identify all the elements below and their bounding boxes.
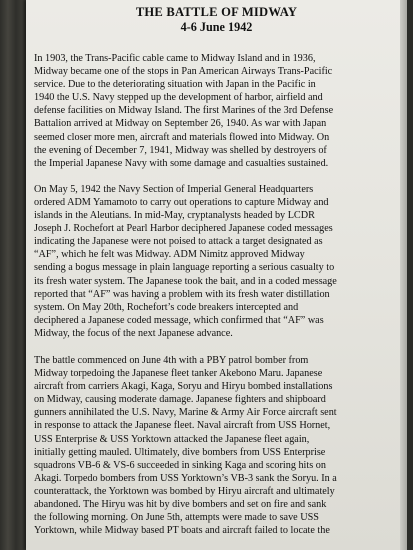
text-line: seemed closer more men, aircraft and materials flowed into Midway. On bbox=[34, 131, 330, 143]
text-line: abandoned. The Hiryu was hit by dive bombers and set on fire and sank bbox=[34, 499, 327, 510]
text-line: Midway, the focus of the next Japanese advance. bbox=[34, 327, 233, 339]
text-line: initially getting mauled. Ultimately, dive bombers from USS Enterprise bbox=[34, 446, 326, 458]
text-line: Midway torpedoing the Japanese fleet tanker Akebono Maru. Japanese bbox=[34, 368, 323, 380]
text-line: system. On May 20th, Rochefort’s code breakers intercepted and bbox=[34, 301, 299, 313]
text-line: Yorktown, while Midway based PT boats and aircraft failed to locate the bbox=[34, 525, 330, 537]
paragraph-history bbox=[34, 52, 397, 170]
paragraph-codebreaking bbox=[34, 183, 397, 340]
document-date: 4-6 June 1942 bbox=[180, 20, 253, 34]
text-line: aircraft from carriers Akagi, Kaga, Soryu and Hiryu bombed installations bbox=[34, 381, 333, 393]
text-line: the following morning. On June 5th, attempts were made to save USS bbox=[34, 512, 319, 524]
text-line: the evening of December 7, 1941, Midway was shelled by destroyers of bbox=[34, 144, 327, 156]
document-page bbox=[26, 0, 407, 550]
text-line: gunners annihilated the U.S. Navy, Marine & Army Air Force aircraft sent bbox=[34, 407, 337, 419]
text-line: its fresh water system. The Japanese took the bait, and in a coded message bbox=[34, 275, 337, 287]
text-line: USS Enterprise & USS Yorktown attacked the Japanese fleet again, bbox=[34, 433, 310, 445]
text-line: indicating the Japanese were not poised to attack a target designated as bbox=[34, 236, 323, 248]
text-line: counterattack, the Yorktown was bombed by Hiryu aircraft and ultimately bbox=[34, 485, 335, 497]
text-line: service. Due to the deteriorating situation with Japan in the Pacific in bbox=[34, 79, 316, 91]
text-line: in response to attack the Japanese fleet. Naval aircraft from USS Hornet, bbox=[34, 420, 331, 432]
document-title: THE BATTLE OF MIDWAY bbox=[135, 5, 298, 19]
text-line: reported that “AF” was having a problem with its fresh water distillation bbox=[34, 288, 330, 300]
text-line: The battle commenced on June 4th with a PBY patrol bomber from bbox=[34, 354, 309, 366]
text-line: 1940 the U.S. Navy stepped up the development of harbor, airfield and bbox=[34, 92, 323, 104]
text-line: the Imperial Japanese Navy with some damage and casualties sustained. bbox=[34, 157, 329, 169]
text-line: islands in the Aleutians. In mid-May, cryptanalysts headed by LCDR bbox=[34, 210, 315, 222]
paragraph-battle bbox=[34, 354, 397, 537]
text-line: Battalion arrived at Midway on September 26, 1940. As war with Japan bbox=[34, 118, 327, 130]
text-line: defense facilities on Midway Island. The first Marines of the 3rd Defense bbox=[34, 105, 334, 117]
text-line: on Midway, causing moderate damage. Japanese fighters and shipboard bbox=[34, 394, 326, 406]
page-edge bbox=[400, 0, 407, 550]
text-line: Midway became one of the stops in Pan American Airways Trans-Pacific bbox=[34, 66, 333, 78]
text-line: Joseph J. Rochefort at Pearl Harbor deciphered Japanese coded messages bbox=[34, 223, 333, 235]
text-line: deciphered a Japanese coded message, which confirmed that “AF” was bbox=[34, 314, 324, 326]
text-line: “AF”, which he felt was Midway. ADM Nimitz approved Midway bbox=[34, 249, 305, 261]
text-line: squadrons VB-6 & VS-6 succeeded in sinking Kaga and scoring hits on bbox=[34, 459, 326, 471]
text-line: ordered ADM Yamamoto to carry out operations to capture Midway and bbox=[34, 196, 329, 208]
text-line: In 1903, the Trans-Pacific cable came to Midway Island and in 1936, bbox=[34, 53, 316, 64]
text-line: On May 5, 1942 the Navy Section of Imperial General Headquarters bbox=[34, 183, 314, 195]
text-line: Akagi. Torpedo bombers from USS Yorktown’s VB-3 sank the Soryu. In a bbox=[34, 472, 337, 484]
text-line: sending a bogus message in plain language reporting a serious casualty to bbox=[34, 262, 335, 274]
